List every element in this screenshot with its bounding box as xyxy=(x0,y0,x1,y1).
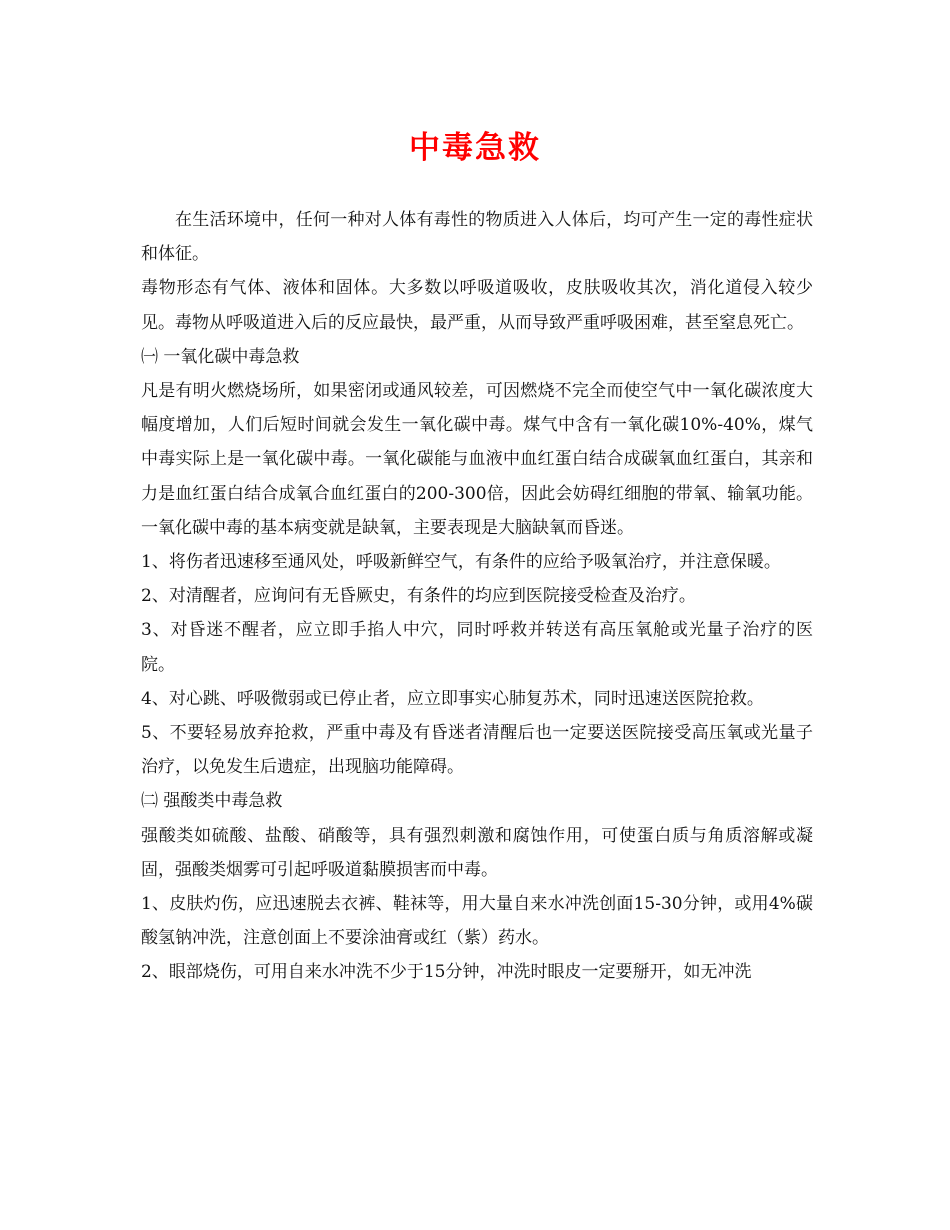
paragraph-poison-forms: 毒物形态有气体、液体和固体。大多数以呼吸道吸收，皮肤吸收其次，消化道侵入较少见。毒物从呼吸道进入后的反应最快，最严重，从而导致严重呼吸困难，甚至窒息死亡。 xyxy=(141,278,813,333)
paragraph-co-description: 凡是有明火燃烧场所，如果密闭或通风较差，可因燃烧不完全而使空气中一氧化碳浓度大幅度增加，人们后短时间就会发生一氧化碳中毒。煤气中含有一氧化碳10%-40%，煤气中毒实际上是一氧化碳中毒。一氧化碳能与血液中血红蛋白结合成碳氧血红蛋白，其亲和力是血红蛋白结合成氧合血红蛋白的200-300倍，因此会妨碍红细胞的带氧、输氧功能。一氧化碳中毒的基本病变就是缺氧，主要表现是大脑缺氧而昏迷。 xyxy=(141,381,813,538)
list-item-co-step-2: 2、对清醒者，应询问有无昏厥史，有条件的均应到医院接受检查及治疗。 xyxy=(141,586,696,607)
paragraph-acid-description: 强酸类如硫酸、盐酸、硝酸等，具有强烈刺激和腐蚀作用，可使蛋白质与角质溶解或凝固，强酸类烟雾可引起呼吸道黏膜损害而中毒。 xyxy=(141,825,813,880)
list-item-co-step-3: 3、对昏迷不醒者，应立即手掐人中穴，同时呼救并转送有高压氧舱或光量子治疗的医院。 xyxy=(141,620,813,675)
paragraph-intro: 在生活环境中，任何一种对人体有毒性的物质进入人体后，均可产生一定的毒性症状和体征。 xyxy=(141,210,813,265)
section-heading-co-poisoning: ㈠ 一氧化碳中毒急救 xyxy=(141,346,300,367)
section-heading-acid-poisoning: ㈡ 强酸类中毒急救 xyxy=(141,791,283,812)
list-item-co-step-5: 5、不要轻易放弃抢救，严重中毒及有昏迷者清醒后也一定要送医院接受高压氧或光量子治疗，以免发生后遗症，出现脑功能障碍。 xyxy=(141,723,813,778)
list-item-co-step-1: 1、将伤者迅速移至通风处，呼吸新鲜空气，有条件的应给予吸氧治疗，并注意保暖。 xyxy=(141,552,781,573)
document-title: 中毒急救 xyxy=(409,130,541,166)
document-body xyxy=(141,203,813,990)
list-item-acid-step-2: 2、眼部烧伤，可用自来水冲洗不少于15分钟，冲洗时眼皮一定要掰开，如无冲洗 xyxy=(141,962,752,983)
list-item-acid-step-1: 1、皮肤灼伤，应迅速脱去衣裤、鞋袜等，用大量自来水冲洗创面15-30分钟，或用4%碳酸氢钠冲洗，注意创面上不要涂油膏或红（紫）药水。 xyxy=(141,894,813,949)
list-item-co-step-4: 4、对心跳、呼吸微弱或已停止者，应立即事实心肺复苏术，同时迅速送医院抢救。 xyxy=(141,688,764,709)
